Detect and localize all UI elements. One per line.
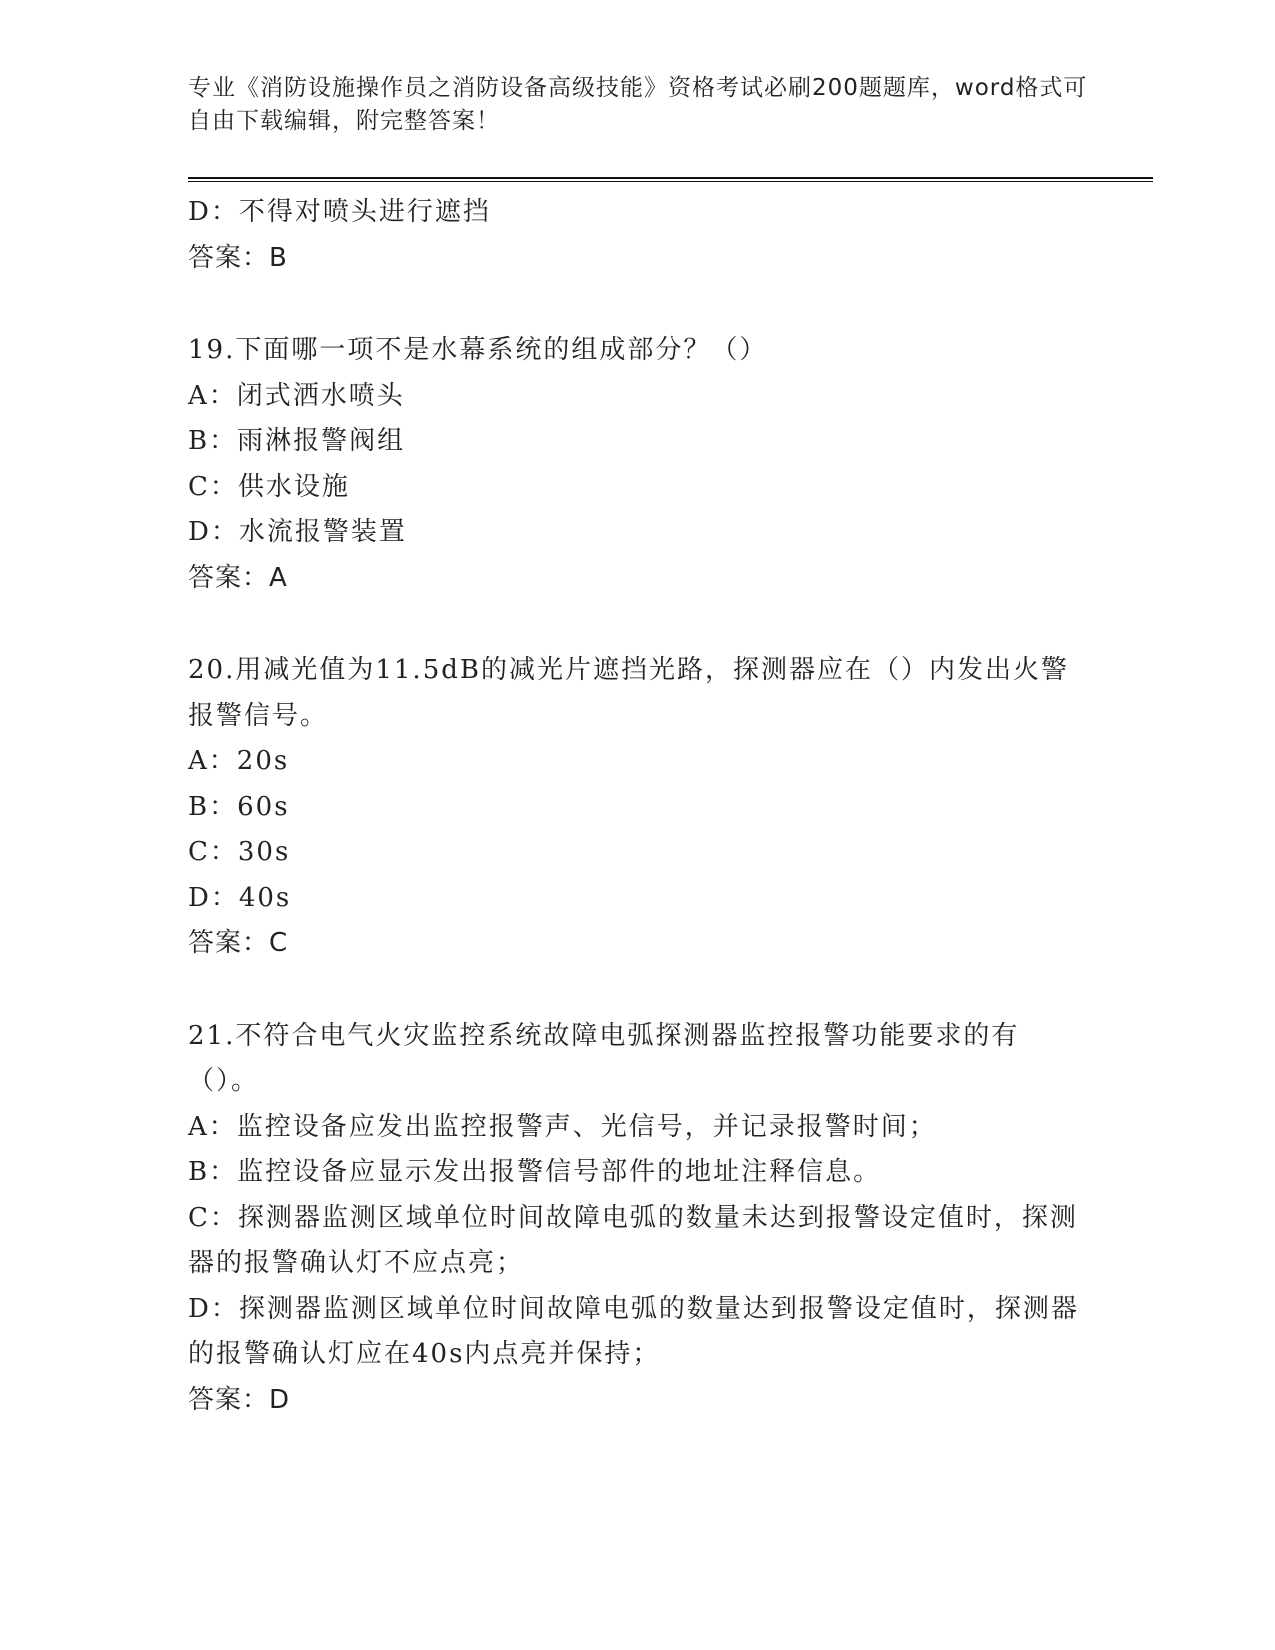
header-divider — [188, 177, 1153, 182]
question-option-d: D：40s — [188, 882, 292, 913]
question-option-b: B：雨淋报警阀组 — [188, 426, 406, 456]
question-stem: 21.不符合电气火灾监控系统故障电弧探测器监控报警功能要求的有（）。 — [188, 1020, 1020, 1096]
prev-question-option-d: D：不得对喷头进行遮挡 — [188, 197, 491, 227]
question-answer: 答案：D — [188, 1384, 291, 1415]
question-option-c: C：探测器监测区域单位时间故障电弧的数量未达到报警设定值时，探测器的报警确认灯不应点亮； — [188, 1202, 1078, 1278]
question-20 — [188, 648, 1088, 967]
question-19 — [188, 328, 1088, 601]
question-option-d: D：探测器监测区域单位时间故障电弧的数量达到报警设定值时，探测器的报警确认灯应在40s内点亮并保持； — [188, 1293, 1079, 1369]
question-stem: 20.用减光值为11.5dB的减光片遮挡光路，探测器应在（）内发出火警报警信号。 — [188, 655, 1069, 731]
question-option-a: A：闭式洒水喷头 — [188, 380, 405, 411]
question-option-c: C：供水设施 — [188, 471, 350, 502]
question-option-a: A：监控设备应发出监控报警声、光信号，并记录报警时间； — [188, 1111, 937, 1142]
prev-question-answer: 答案：B — [188, 242, 288, 273]
question-answer: 答案：C — [188, 928, 289, 958]
question-option-b: B：监控设备应显示发出报警信号部件的地址注释信息。 — [188, 1157, 882, 1187]
document-header: 专业《消防设施操作员之消防设备高级技能》资格考试必刷200题题库，word格式可自由下载编辑，附完整答案！ — [188, 75, 1088, 134]
question-answer: 答案：A — [188, 562, 288, 593]
question-option-b: B：60s — [188, 791, 290, 822]
question-option-a: A：20s — [188, 746, 290, 776]
question-option-c: C：30s — [188, 837, 291, 867]
question-21 — [188, 1014, 1088, 1424]
question-option-d: D：水流报警装置 — [188, 517, 407, 547]
question-stem: 19.下面哪一项不是水幕系统的组成部分？（） — [188, 335, 768, 365]
document-body — [188, 190, 1088, 1423]
